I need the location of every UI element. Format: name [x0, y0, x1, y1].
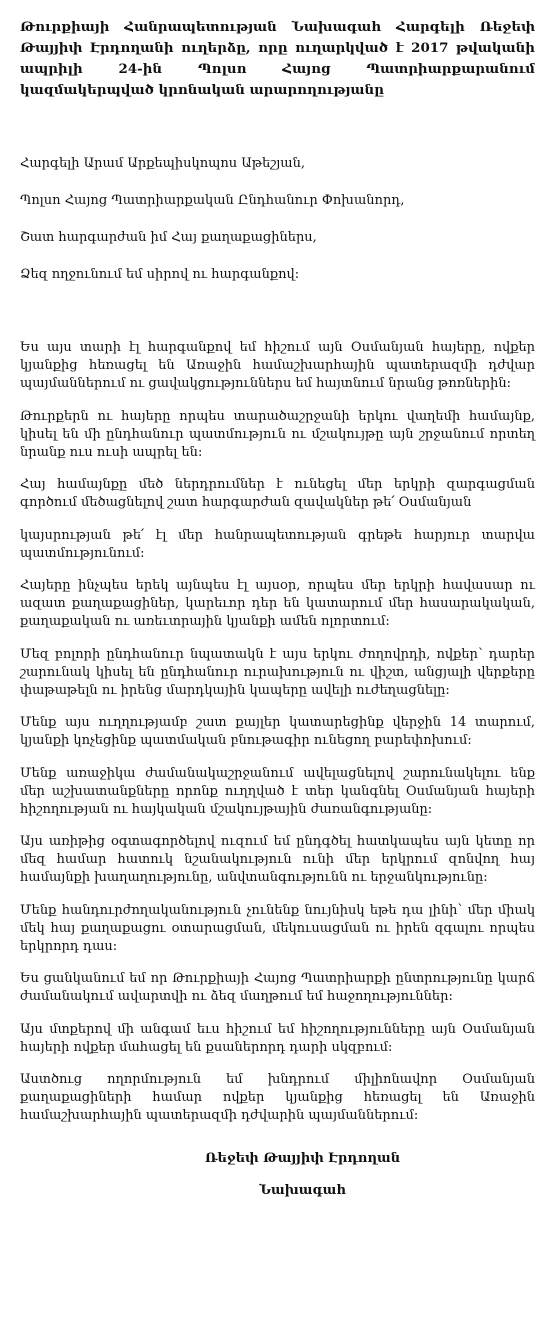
salutation-block: [20, 155, 535, 284]
body-paragraph: Այս առիթից օգտագործելով ուզում եմ ընդգծել հատկապես այն կետը որ մեզ համար հատուկ նշանակություն ունի մեր երկրում զոնվող հայ համայնքի խաղաղությունը, անվտանգությունն ու երջանկությունը:: [20, 834, 535, 885]
salutation-line: Ձեզ ողջունում եմ սիրով ու հարգանքով:: [20, 267, 300, 282]
body-paragraph: Ես ցանկանում եմ որ Թուրքիայի Հայոց Պատրիարքի ընտրությունը կարճ ժամանակում ավարտվի ու ձեզ մաղթում եմ հաջողություններ:: [20, 971, 535, 1004]
body-paragraph: Մենք հանդուրժողականություն չունենք նույնիսկ եթե դա լինի՝ մեր միակ մեկ հայ քաղաքացու օտարացման, մեկուսացման ու իրեն զգալու որպես երկրորդ դաս:: [20, 902, 535, 954]
document-title: Թուրքիայի Հանրապետության Նախագահ Հարգելի Ռեջեփ Թայյիփ Էրդողանի ուղերձը, որը ուղարկված է 2017 թվականի ապրիլի 24-ին Պոլսո Հայոց Պատրիարքարանում կազմակերպված կրոնական արարողությանը: [20, 19, 535, 98]
letter-body: [20, 339, 535, 1125]
body-paragraph: Մենք առաջիկա ժամանակաշրջանում ավելացնելով շարունակելու ենք մեր աշխատանքները որոնք ուղղված է տեր կանգնել Օսմանյան հայերի հիշողության ու հայկական մշակույթային ժառանգությանը:: [20, 765, 535, 817]
salutation-line: Շատ հարգարժան իմ Հայ քաղաքացիներս,: [20, 230, 317, 245]
signature-block: [20, 1150, 535, 1200]
body-paragraph: Մեզ բոլորի ընդհանուր նպատակն է այս երկու ժողովրդի, ովքեր՝ դարեր շարունակ կիսել են ընդհանուր ուրախություն ու վիշտ, անցյալի վերքերը փաթաթելն ու իրենց մարդկային կապերը ավելի ուժեղացնելը:: [20, 646, 535, 698]
body-paragraph: Ես այս տարի էլ հարգանքով եմ հիշում այն Օսմանյան հայերը, ովքեր կյանքից հեռացել են Առաջին համաշխարհային պատերազմի դժվար պայմաններում ու ցավակցություններս եմ հայտնում նրանց թոռներին:: [20, 340, 535, 391]
body-paragraph: Մենք այս ուղղությամբ շատ քայլեր կատարեցինք վերջին 14 տարում, կյանքի կոչեցինք պատմական բնութագիր ունեցող բարեփոխում:: [20, 715, 535, 748]
body-paragraph: Աստծուց ողորմություն եմ խնդրում միլիոնավոր Օսմանյան քաղաքացիների համար ովքեր կյանքից հեռացել են Առաջին համաշխարհային պատերազմի դժվարին պայմաններում:: [20, 1072, 535, 1123]
body-paragraph: Այս մտքերով մի անգամ եւս հիշում եմ հիշողությունները այն Օսմանյան հայերի ովքեր մահացել են քսաներորդ դարի սկզբում:: [20, 1021, 535, 1055]
salutation-line: Պոլսո Հայոց Պատրիարքական Ընդհանուր Փոխանորդ,: [20, 193, 405, 208]
body-paragraph: Հայերը ինչպես երեկ այնպես էլ այսօր, որպես մեր երկրի հավասար ու ազատ քաղաքացիներ, կարեւոր դեր են կատարում մեր հասարակական, քաղաքական ու առեւտրային կյանքի ամեն ոլորտում:: [20, 578, 535, 629]
body-paragraph: կայսրության թե՛ էլ մեր հանրապետության գրեթե հարյուր տարվա պատմությունում:: [20, 527, 535, 561]
signature-name: Ռեջեփ Թայյիփ Էրդողան: [204, 1151, 401, 1166]
body-paragraph: Հայ համայնքը մեծ ներդրումներ է ունեցել մեր երկրի զարգացման գործում մեծացնելով շատ հարգարժան զավակներ թե՛ Օսմանյան: [20, 477, 535, 510]
signature-position: Նախագահ: [259, 1183, 346, 1198]
body-paragraph: Թուրքերն ու հայերը որպես տարածաշրջանի երկու վաղեմի համայնք, կիսել են մի ընդհանուր պատմություն ու մշակույթը այն շրջանում որտեղ նրանք ուս ուսի ապրել են:: [20, 408, 535, 460]
salutation-line: Հարգելի Արամ Արքեպիսկոպոս Աթեշյան,: [20, 156, 306, 171]
